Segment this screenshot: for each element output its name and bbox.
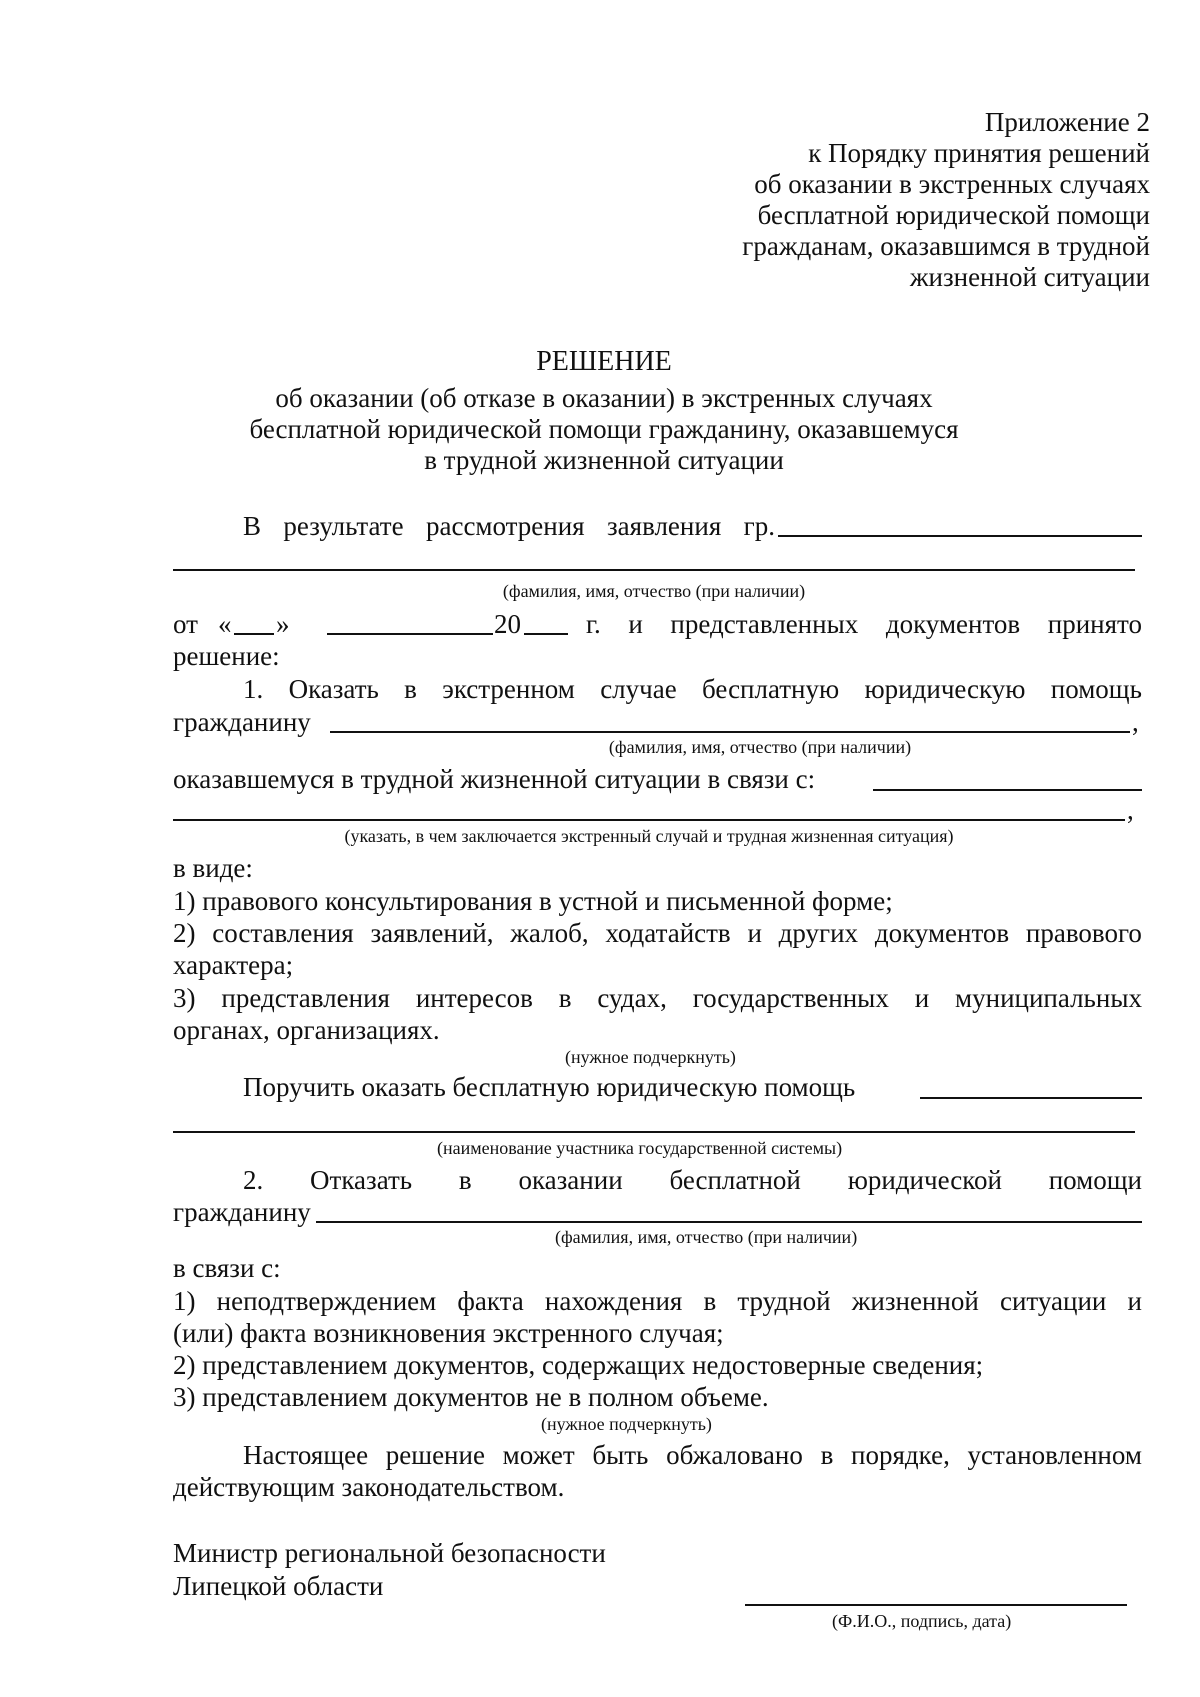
appeal-word: решение	[385, 1440, 485, 1470]
appeal-word: установленном	[967, 1440, 1142, 1470]
date-tail	[586, 608, 1142, 640]
reason-word: 1)	[173, 1286, 196, 1316]
form-item	[173, 917, 1142, 949]
intro-word: рассмотрения	[425, 511, 585, 541]
appeal-word: быть	[592, 1440, 649, 1470]
appeal-word: может	[502, 1440, 575, 1470]
item1-word: в	[404, 674, 417, 704]
form-word: представления	[221, 983, 390, 1013]
applicant-name-field-cont[interactable]	[173, 569, 1135, 571]
date-open-quote: «	[218, 609, 232, 639]
caption-fio: (фамилия, имя, отчество (при наличии)	[555, 1227, 858, 1247]
appendix-line: жизненной ситуации	[909, 262, 1150, 292]
document-title: РЕШЕНИЕ	[536, 346, 672, 377]
caption-underline: (нужное подчеркнуть)	[565, 1047, 736, 1067]
date-tail-word: принято	[1047, 609, 1142, 639]
reason-item: 2) представлением документов, содержащих недостоверные сведения;	[173, 1350, 984, 1380]
reason-word: жизненной	[851, 1286, 979, 1316]
appendix-line: об оказании в экстренных случаях	[754, 169, 1150, 199]
item1-word: экстренном	[442, 674, 575, 704]
title-subline: бесплатной юридической помощи гражданину, оказавшемуся	[249, 414, 959, 444]
date-close-quote: »	[276, 609, 290, 639]
form-item: 1) правового консультирования в устной и письменной форме;	[173, 886, 893, 916]
appeal-word: порядке,	[851, 1440, 950, 1470]
citizen-word: гражданину	[173, 707, 311, 737]
citizen-word: гражданину	[173, 1197, 311, 1227]
appeal-word: обжаловано	[666, 1440, 803, 1470]
reason-item	[173, 1285, 1142, 1317]
reason-word: в	[703, 1286, 717, 1316]
form-word: ходатайств	[605, 918, 731, 948]
reason-word: и	[1127, 1286, 1142, 1316]
date-tail-word: документов	[885, 609, 1021, 639]
reason-item: 3) представлением документов не в полном объеме.	[173, 1382, 769, 1412]
appeal-line	[243, 1439, 1142, 1471]
form-word: заявлений,	[370, 918, 494, 948]
form-word: и	[747, 918, 762, 948]
signature-field[interactable]	[745, 1604, 1127, 1606]
intro-word: результате	[283, 511, 404, 541]
situation-text: оказавшемуся в трудной жизненной ситуации в связи с:	[173, 764, 816, 794]
appendix-line: к Порядку принятия решений	[808, 138, 1150, 168]
date-year-prefix: 20	[494, 609, 521, 639]
comma: ,	[1132, 707, 1139, 737]
caption-fio: (фамилия, имя, отчество (при наличии)	[502, 581, 806, 601]
date-day-field[interactable]	[234, 633, 274, 635]
reason-word: трудной	[737, 1286, 831, 1316]
form-item-cont: органах, организациях.	[173, 1015, 440, 1045]
reason-word: ситуации	[999, 1286, 1107, 1316]
form-word: 2)	[173, 918, 196, 948]
title-subline: об оказании (об отказе в оказании) в экстренных случаях	[275, 383, 933, 413]
appendix-line: гражданам, оказавшимся в трудной	[742, 231, 1150, 261]
form-word: других	[778, 918, 859, 948]
item1-word: юридическую	[864, 674, 1026, 704]
date-month-field[interactable]	[327, 633, 493, 635]
reason-word: неподтверждением	[216, 1286, 437, 1316]
date-year-field[interactable]	[524, 633, 568, 635]
form-word: в	[558, 983, 572, 1013]
item2-word: оказании	[518, 1165, 623, 1195]
form-word: жалоб,	[510, 918, 589, 948]
situation-field-cont[interactable]	[173, 819, 1125, 821]
item2-word: юридической	[847, 1165, 1002, 1195]
signatory-position: Министр региональной безопасности	[173, 1538, 606, 1568]
caption-situation: (указать, в чем заключается экстренный случай и трудная жизненная ситуация)	[344, 826, 954, 846]
intro-word: заявления	[607, 511, 722, 541]
intro-word: В	[243, 511, 262, 541]
date-tail-word: г.	[586, 609, 601, 639]
caption-fio: (фамилия, имя, отчество (при наличии)	[608, 737, 912, 757]
item2-word: 2.	[243, 1165, 264, 1195]
item2-word: бесплатной	[669, 1165, 801, 1195]
reason-item-cont: (или) факта возникновения экстренного случая;	[173, 1318, 724, 1348]
participant-field[interactable]	[920, 1097, 1142, 1099]
caption-signature: (Ф.И.О., подпись, дата)	[832, 1611, 1012, 1631]
date-tail-word: представленных	[670, 609, 859, 639]
appendix-line: Приложение 2	[984, 107, 1150, 137]
form-word: государственных	[692, 983, 889, 1013]
item2-line	[243, 1164, 1142, 1196]
form-item-cont: характера;	[173, 950, 294, 980]
date-tail-word: и	[628, 609, 643, 639]
form-word: и	[914, 983, 930, 1013]
item1-word: помощь	[1050, 674, 1142, 704]
caption-underline: (нужное подчеркнуть)	[541, 1414, 712, 1434]
reason-word: факта	[457, 1286, 524, 1316]
item2-word: в	[458, 1165, 472, 1195]
intro-line	[243, 510, 775, 542]
appendix-line: бесплатной юридической помощи	[757, 200, 1150, 230]
form-word: составления	[212, 918, 354, 948]
form-word: правового	[1025, 918, 1142, 948]
appeal-cont: действующим законодательством.	[173, 1472, 565, 1502]
item1-line	[243, 673, 1142, 705]
item1-word: бесплатную	[702, 674, 840, 704]
intro-word: гр.	[743, 511, 775, 541]
date-from: от	[173, 609, 198, 639]
item2-word: помощи	[1048, 1165, 1142, 1195]
assign-text: Поручить оказать бесплатную юридическую помощь	[243, 1072, 856, 1102]
citizen-name-field[interactable]	[330, 731, 1130, 733]
title-subline: в трудной жизненной ситуации	[424, 445, 784, 475]
form-word: муниципальных	[955, 983, 1142, 1013]
form-word: документов	[874, 918, 1010, 948]
reason-word: нахождения	[544, 1286, 683, 1316]
item1-word: случае	[600, 674, 677, 704]
form-word: 3)	[173, 983, 196, 1013]
appeal-word: в	[820, 1440, 834, 1470]
form-word: судах,	[597, 983, 667, 1013]
applicant-name-field[interactable]	[778, 535, 1142, 537]
comma: ,	[1127, 795, 1134, 825]
form-item	[173, 982, 1142, 1014]
appeal-word: Настоящее	[243, 1440, 369, 1470]
item1-word: Оказать	[288, 674, 379, 704]
situation-field[interactable]	[873, 789, 1142, 791]
item2-word: Отказать	[310, 1165, 413, 1195]
refused-citizen-name-field[interactable]	[316, 1221, 1142, 1223]
item1-word: 1.	[243, 674, 264, 704]
reason-label: в связи с:	[173, 1253, 281, 1283]
form-label: в виде:	[173, 853, 253, 883]
decision-word: решение:	[173, 641, 280, 671]
caption-participant: (наименование участника государственной системы)	[437, 1138, 843, 1158]
signatory-region: Липецкой области	[173, 1571, 384, 1601]
participant-field-cont[interactable]	[173, 1131, 1135, 1133]
form-word: интересов	[415, 983, 533, 1013]
